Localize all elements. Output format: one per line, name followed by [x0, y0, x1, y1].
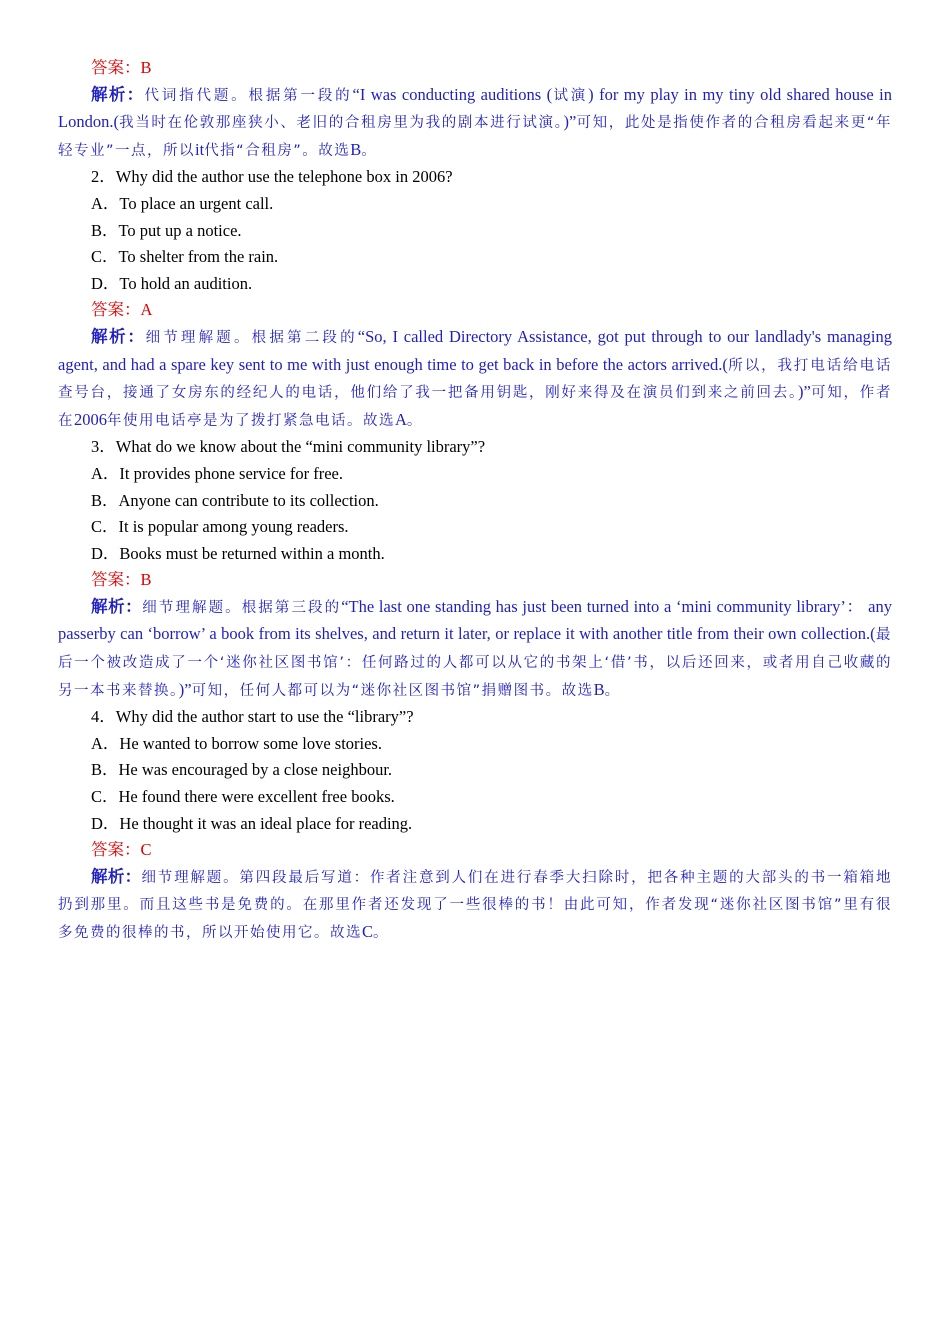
question-text: 2．Why did the author use the telephone box in 2006? [91, 167, 453, 187]
option: A．It provides phone service for free. [91, 463, 343, 483]
analysis-text: “I was conducting auditions ( [352, 84, 553, 104]
answer-line [58, 297, 892, 324]
analysis-text: 2006 [74, 409, 107, 429]
option: C．It is popular among young readers. [91, 517, 349, 537]
analysis-text: 最后一个被改造成了一个‘迷你社区图书馆’：任何路过的人都可以从它的书架上‘借’书，以后还回来，或者用自己收藏的另一本书来替换。 [58, 627, 893, 699]
analysis-label: 解析： [91, 326, 146, 346]
analysis-text: 可知，此处是指使作者的合租房看起来更“年轻专业”一点，所以 [58, 115, 893, 159]
answer-line [58, 837, 892, 864]
question-text: 3．What do we know about the “mini community library”? [91, 437, 486, 457]
answer-label: 答案： [91, 570, 141, 590]
question-block [58, 704, 892, 946]
option: D．Books must be returned within a month. [91, 543, 385, 563]
question-block [58, 434, 892, 704]
analysis-text: 可知，作者在 [58, 385, 892, 429]
analysis-text: it [195, 139, 205, 159]
option: C．He found there were excellent free books. [91, 787, 395, 807]
analysis-text: 细节理解题。根据第二段的 [145, 329, 358, 346]
answer-label: 答案： [91, 300, 141, 320]
analysis-text: 。 [406, 412, 423, 429]
option: B．To put up a notice. [91, 220, 242, 240]
option: D．To hold an audition. [91, 273, 253, 293]
answer-label: 答案： [91, 840, 141, 860]
analysis-label: 解析： [91, 866, 142, 886]
answer-value: B [140, 570, 152, 590]
analysis-text: 细节理解题。第四段最后写道：作者注意到人们在进行春季大扫除时，把各种主题的大部头的书一箱箱地扔到那里。而且这些书是免费的。在那里作者还发现了一些很棒的书！由此可知，作者发现“迷你社区图书馆”里有很多免费的很棒的书，所以开始使用它。故选 [58, 869, 892, 941]
analysis-text: 所以，我打电话给电话查号台，接通了女房东的经纪人的电话，他们给了我一把备用钥匙，刚好来得及在演员们到来之前回去。 [58, 357, 892, 402]
analysis-text: “The last one standing has just been turned into a ‘mini community library’： any passerby can ‘borrow’ a book from its shelves, and return it later, or replace it with another title from their own collection.( [58, 596, 893, 644]
option: A．He wanted to borrow some love stories. [91, 733, 382, 753]
analysis-text: 可知，任何人都可以为“迷你社区图书馆”捐赠图书。故选 [191, 682, 594, 699]
analysis-paragraph [58, 594, 892, 704]
answer-line [58, 55, 892, 82]
option: B．Anyone can contribute to its collection. [91, 490, 379, 510]
answer-label: 答案： [91, 58, 141, 77]
analysis-label: 解析： [91, 84, 145, 104]
question-text: 4．Why did the author start to use the “library”? [91, 707, 414, 727]
answer-value: B [140, 58, 152, 77]
option: B．He was encouraged by a close neighbour. [91, 760, 393, 780]
analysis-text: 试演 [552, 87, 589, 104]
analysis-text: 。 [361, 142, 378, 159]
option: A．To place an urgent call. [91, 193, 274, 213]
answer-line [58, 567, 892, 594]
analysis-text: ) for my play in my tiny old shared house in London.( [58, 84, 892, 132]
question-block [58, 55, 892, 164]
analysis-text: A [395, 409, 407, 429]
analysis-text: )” [797, 382, 811, 402]
analysis-text: )” [563, 112, 577, 132]
analysis-text: 。 [373, 925, 390, 941]
analysis-text: )” [178, 679, 192, 699]
analysis-text: C [362, 922, 374, 941]
answer-value: A [140, 300, 153, 320]
analysis-text: 。 [604, 682, 621, 699]
analysis-paragraph [58, 864, 892, 947]
analysis-text: 代词指代题。根据第一段的 [144, 87, 353, 104]
analysis-text: 年使用电话亭是为了拨打紧急电话。故选 [107, 412, 395, 429]
option: D．He thought it was an ideal place for reading. [91, 813, 413, 833]
analysis-label: 解析： [91, 596, 143, 616]
analysis-paragraph [58, 324, 892, 434]
option: C．To shelter from the rain. [91, 247, 279, 267]
analysis-text: 我当时在伦敦那座狭小、老旧的合租房里为我的剧本进行试演。 [118, 115, 564, 132]
question-block [58, 164, 892, 434]
answer-value: C [140, 840, 152, 860]
analysis-text: “So, I called Directory Assistance, got put through to our landlady's managing agent, and had a spare key sent to me with just enough time to get back in before the actors arrived.( [58, 326, 893, 374]
answer-document [58, 55, 892, 947]
analysis-text: B [593, 679, 605, 699]
analysis-text: 代指“合租房”。故选 [204, 142, 351, 159]
analysis-paragraph [58, 82, 892, 165]
analysis-text: 细节理解题。根据第三段的 [142, 599, 342, 616]
analysis-text: B [350, 139, 362, 159]
